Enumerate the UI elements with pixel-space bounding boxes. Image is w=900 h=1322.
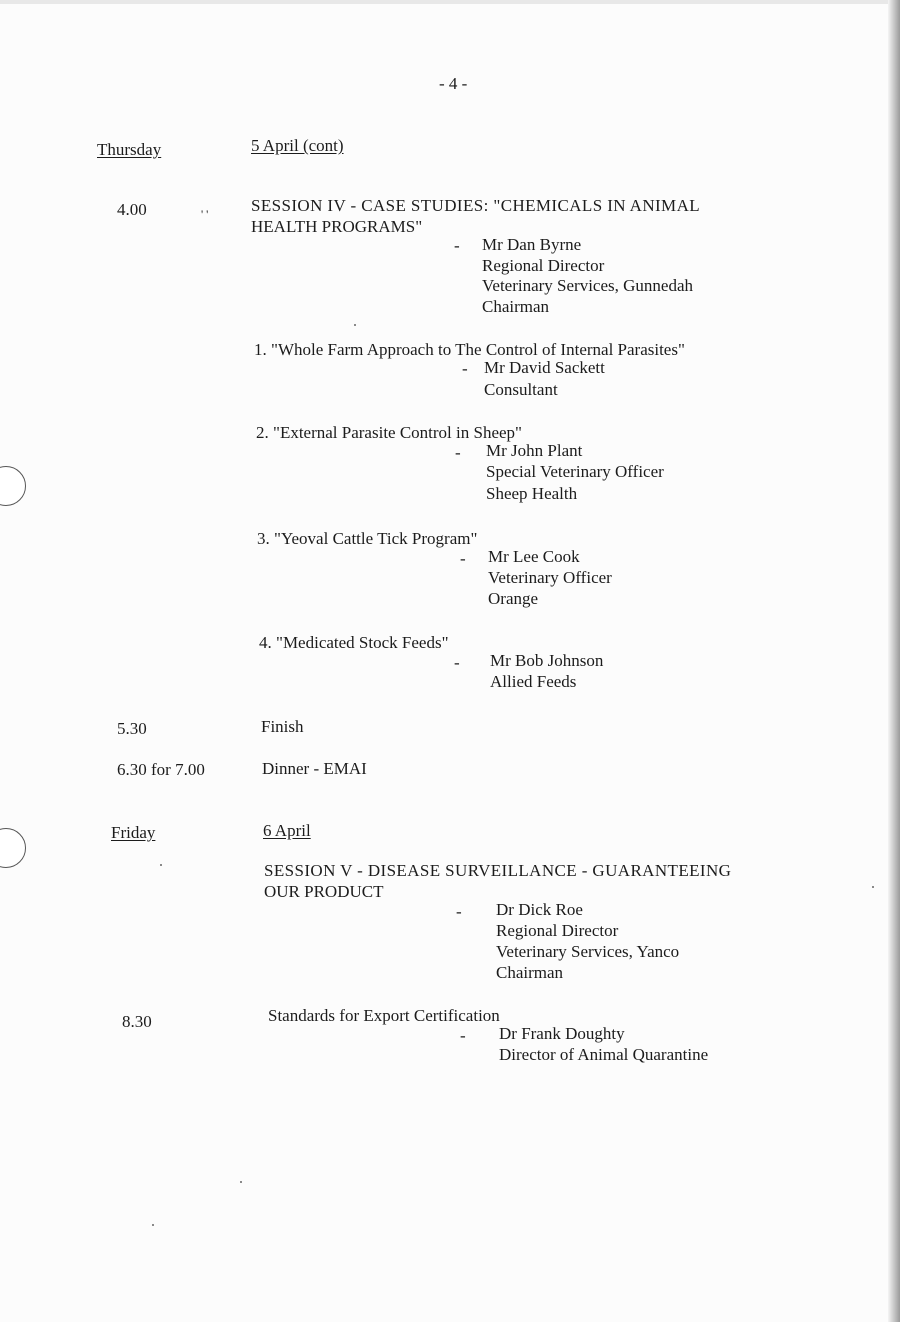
friday-chair-org: Veterinary Services, Yanco bbox=[496, 942, 680, 961]
chair-org: Veterinary Services, Gunnedah bbox=[482, 276, 694, 295]
speck bbox=[152, 1224, 154, 1226]
talk-1-speaker: Mr David Sackett bbox=[484, 358, 605, 377]
friday-session-title-cont: OUR PRODUCT bbox=[264, 882, 384, 901]
page-right-edge bbox=[888, 0, 900, 1322]
speck bbox=[240, 1181, 242, 1183]
talk-1-speaker-role: Consultant bbox=[484, 380, 558, 399]
talk-2-speaker-role: Special Veterinary Officer bbox=[486, 462, 664, 481]
binder-hole bbox=[0, 828, 26, 868]
talk-2-speaker-dept: Sheep Health bbox=[486, 484, 578, 503]
chair-name: Mr Dan Byrne bbox=[482, 235, 582, 254]
talk-3-speaker-role: Veterinary Officer bbox=[488, 568, 612, 587]
talk-3-title: 3. "Yeoval Cattle Tick Program" bbox=[257, 529, 478, 548]
talk-2-title: 2. "External Parasite Control in Sheep" bbox=[256, 423, 522, 442]
friday-item-speaker: Dr Frank Doughty bbox=[499, 1024, 625, 1043]
friday-session-title: SESSION V - DISEASE SURVEILLANCE - GUARANTEEING bbox=[264, 861, 732, 880]
date-heading-thursday: 5 April (cont) bbox=[251, 136, 344, 155]
date-heading-friday: 6 April bbox=[263, 821, 311, 840]
session-title: SESSION IV - CASE STUDIES: "CHEMICALS IN ANIMAL bbox=[251, 196, 701, 215]
dash: - bbox=[455, 443, 461, 462]
chair-label: Chairman bbox=[482, 297, 550, 316]
dash: - bbox=[462, 359, 468, 378]
dash: - bbox=[454, 236, 460, 255]
talk-4-speaker-org: Allied Feeds bbox=[490, 672, 577, 691]
page-top-edge bbox=[0, 0, 900, 4]
talk-4-speaker: Mr Bob Johnson bbox=[490, 651, 604, 670]
friday-chair-name: Dr Dick Roe bbox=[496, 900, 583, 919]
session-time: 4.00 bbox=[117, 200, 147, 219]
friday-chair-role: Regional Director bbox=[496, 921, 619, 940]
talk-4-title: 4. "Medicated Stock Feeds" bbox=[259, 633, 449, 652]
speck bbox=[872, 886, 874, 888]
friday-item-title: Standards for Export Certification bbox=[268, 1006, 500, 1025]
friday-item-speaker-role: Director of Animal Quarantine bbox=[499, 1045, 709, 1064]
finish-label: Finish bbox=[261, 717, 304, 736]
dash: - bbox=[456, 902, 462, 921]
binder-hole bbox=[0, 466, 26, 506]
tick-marks: ' ' bbox=[201, 207, 209, 221]
dash: - bbox=[460, 1026, 466, 1045]
day-heading-friday: Friday bbox=[111, 823, 156, 842]
talk-3-speaker-location: Orange bbox=[488, 589, 539, 608]
talk-1-title: 1. "Whole Farm Approach to The Control of Internal Parasites" bbox=[254, 340, 685, 359]
chair-role: Regional Director bbox=[482, 256, 605, 275]
day-heading-thursday: Thursday bbox=[97, 140, 162, 159]
session-title-cont: HEALTH PROGRAMS" bbox=[251, 217, 423, 236]
finish-time: 5.30 bbox=[117, 719, 147, 738]
dash: - bbox=[454, 653, 460, 672]
page-number: - 4 - bbox=[439, 74, 468, 93]
friday-item-time: 8.30 bbox=[122, 1012, 152, 1031]
dinner-label: Dinner - EMAI bbox=[262, 759, 367, 778]
dinner-time: 6.30 for 7.00 bbox=[117, 760, 205, 779]
speck bbox=[160, 864, 162, 866]
friday-chair-label: Chairman bbox=[496, 963, 564, 982]
talk-3-speaker: Mr Lee Cook bbox=[488, 547, 580, 566]
talk-2-speaker: Mr John Plant bbox=[486, 441, 583, 460]
dash: - bbox=[460, 549, 466, 568]
speck bbox=[354, 324, 356, 326]
